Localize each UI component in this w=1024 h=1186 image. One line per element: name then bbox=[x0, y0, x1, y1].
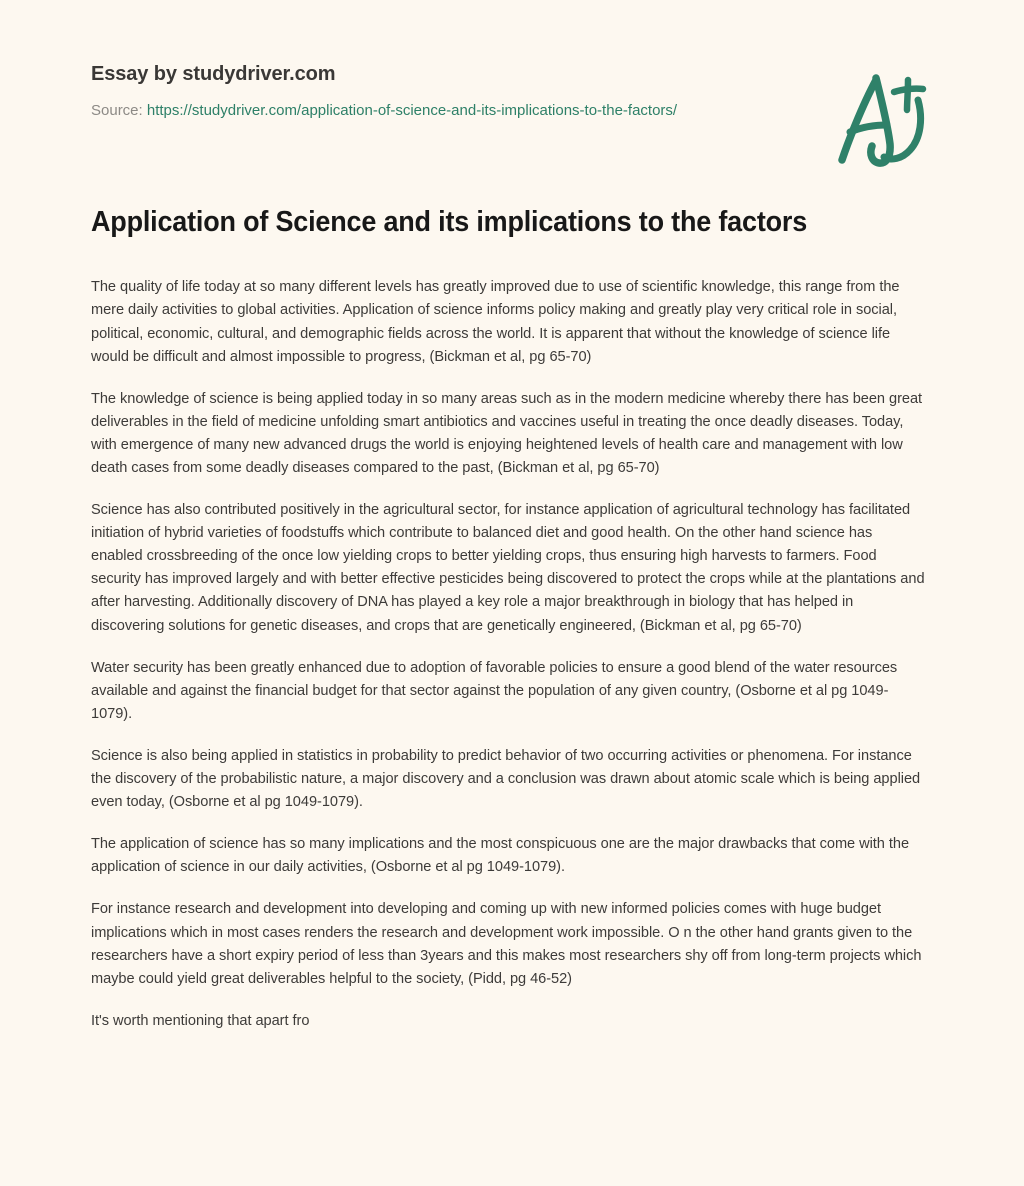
page-title: Application of Science and its implications to the factors bbox=[91, 206, 808, 238]
body-paragraph: The knowledge of science is being applied today in so many areas such as in the modern medicine whereby there has been great deliverables in the field of medicine unfolding smart antibiotics and vaccines useful in treating the once deadly diseases. Today, with emergence of many new advanced drugs the world is enjoying heightened levels of health care and management with low death cases from some deadly diseases compared to the past, (Bickman et al, pg 65-70) bbox=[91, 390, 923, 476]
body-paragraph: Science is also being applied in statistics in probability to predict behavior of two occurring activities or phenomena. For instance the discovery of the probabilistic nature, a major discovery and a conclusion was drawn about atomic scale which is being applied even today, (Osborne et al pg 1049-1079). bbox=[91, 747, 921, 811]
body-paragraph: Water security has been greatly enhanced due to adoption of favorable policies to ensure a good blend of the water resources available and against the financial budget for that sector against the population of any given country, (Osborne et al pg 1049-1079). bbox=[91, 659, 898, 722]
document-header bbox=[91, 0, 933, 122]
body-paragraph: Science has also contributed positively in the agricultural sector, for instance application of agricultural technology has facilitated initiation of hybrid varieties of foodstuffs which contribute to balanced diet and good health. On the other hand science has enabled crossbreeding of the once low yielding crops to better yielding crops, thus ensuring high harvests to farmers. Food security has improved largely and with better effective pesticides being discovered to protect the crops while at the plantations and after harvesting. Additionally discovery of DNA has played a key role a major breakthrough in biology that has helped in discovering solutions for genetic diseases, and crops that are genetically engineered, (Bickman et al, pg 65-70) bbox=[91, 502, 925, 634]
body-paragraph: The quality of life today at so many different levels has greatly improved due to use of scientific knowledge, this range from the mere daily activities to global activities. Application of science informs policy making and greatly play very critical role in social, political, economic, cultural, and demographic fields across the world. It is apparent that without the knowledge of science life would be difficult and almost impossible to progress, (Bickman et al, pg 65-70) bbox=[91, 279, 900, 365]
source-line bbox=[91, 99, 711, 122]
document-body bbox=[91, 239, 933, 1033]
body-paragraph-truncated: It's worth mentioning that apart fro bbox=[91, 1012, 310, 1029]
source-url-link[interactable]: https://studydriver.com/application-of-science-and-its-implications-to-the-factors/ bbox=[146, 102, 678, 119]
body-paragraph: The application of science has so many implications and the most conspicuous one are the major drawbacks that come with the application of science in our daily activities, (Osborne et al pg 1049-1079). bbox=[91, 836, 910, 876]
body-paragraph: For instance research and development into developing and coming up with new informed policies comes with huge budget implications which in most cases renders the research and development work impossible. O n the other hand grants given to the researchers have a short expiry period of less than 3years and this makes most researchers shy off from long-term projects which maybe could yield great deliverables helpful to the society, (Pidd, pg 46-52) bbox=[91, 901, 922, 987]
source-label: Source: bbox=[91, 102, 147, 119]
essay-byline: Essay by studydriver.com bbox=[91, 63, 336, 85]
